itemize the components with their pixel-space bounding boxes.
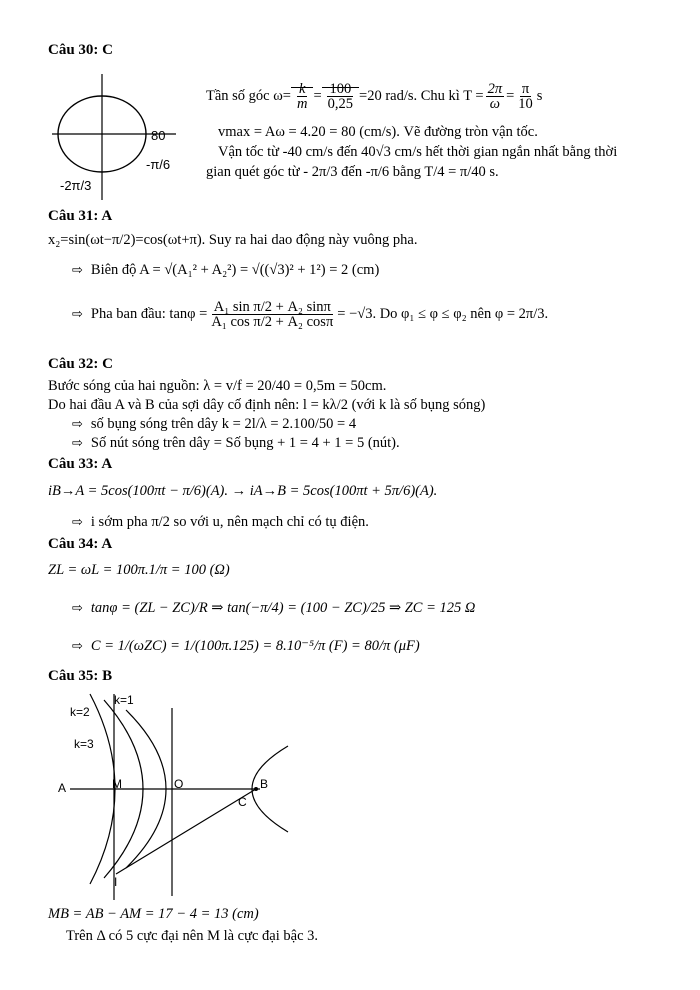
q31-phase-conclusion: = −√3. Do φ₁ ≤ φ ≤ φ₂ nên φ = — [337, 305, 516, 322]
q30-heading: Câu 30: C — [48, 42, 114, 58]
q31-heading: Câu 31: A — [48, 208, 113, 224]
q30-period-text: =20 rad/s. Chu kì T = — [359, 87, 484, 104]
q35-heading: Câu 35: B — [48, 668, 113, 684]
q32-line-3 — [72, 416, 356, 433]
q35-line-2: Trên Δ có 5 cực đại nên M là cực đại bậc 3. — [66, 928, 319, 944]
q33-line-2 — [72, 514, 369, 531]
q31-line-2 — [72, 262, 379, 279]
q31-phase-label: Pha ban đầu: tanφ = — [90, 305, 208, 322]
q34-arrow-icon: ⇨ — [72, 639, 83, 654]
q30-line-2: vmax = Aω = 4.20 = 80 (cm/s). Vẽ đường tròn vận tốc. — [218, 124, 538, 140]
q30-unit-s: s — [536, 87, 543, 104]
q35-label-i: I — [114, 875, 118, 889]
q35-label-a: A — [58, 781, 67, 795]
q33-line-2-text: i sớm pha π/2 so với u, nên mạch chỉ có tụ điện. — [90, 514, 369, 530]
q32-line-1: Bước sóng của hai nguồn: λ = v/f = 20/40 = 0,5m = 50cm. — [48, 378, 387, 394]
q30-velocity-circle-figure — [48, 72, 198, 202]
q32-line-4 — [72, 435, 400, 452]
q32-arrow-icon: ⇨ — [72, 436, 83, 451]
q31-line-2-text: Biên độ A = √(A₁² + A₂²) = √((√3)² + 1²) = 2 (cm) — [90, 262, 380, 278]
q31-phi-value: 2π/3 — [518, 305, 545, 322]
q34-line-2-text: tanφ = (ZL − ZC)/R ⇒ tan(−π/4) = (100 − ZC)/25 ⇒ ZC = 125 Ω — [90, 600, 476, 616]
q30-sqrt-100: $\frac{100}{0,25}$ — [322, 87, 359, 104]
q32-line-4-text: Số nút sóng trên dây = Số bụng + 1 = 4 + 1 = 5 (nút). — [90, 435, 400, 451]
q32-line-3-text: số bụng sóng trên dây k = 2l/λ = 2.100/50 = 4 — [90, 416, 357, 432]
q35-label-c: C — [238, 795, 247, 809]
q34-line-1: ZL = ωL = 100π.1/π = 100 (Ω) — [48, 562, 230, 578]
q31-line-1: x₂=sin(ωt−π/2)=cos(ωt+π). Suy ra hai dao động này vuông pha. — [48, 232, 418, 248]
q31-line-3: ⇨ Pha ban đầu: tanφ = $\frac{\text{A₁ sin π/2 + A₂ sinπ}}{\text{A₁ cos π/2 + A₂ cosπ}}$ = −√3. Do φ₁ ≤ φ ≤ φ₂ nên φ = 2π/3. — [72, 299, 549, 330]
q30-omega-text: Tần số góc ω= — [206, 87, 291, 104]
q35-label-b: B — [260, 777, 269, 791]
q30-label-minus-2pi-3: -2π/3 — [60, 178, 92, 193]
q35-interference-figure — [48, 688, 308, 903]
q30-sqrt-k-m: $\frac{k}{m}$ — [291, 87, 313, 104]
q30-label-minus-pi-6: -π/6 — [146, 157, 171, 172]
q35-label-k1: k=1 — [114, 693, 134, 707]
q35-label-k3: k=3 — [74, 737, 94, 751]
q35-label-o: O — [174, 777, 184, 791]
q31-arrow-icon: ⇨ — [72, 263, 83, 278]
q30-line-1: Tần số góc ω= $\frac{k}{m}$ = $\frac{100}{0,25}$ =20 rad/s. Chu kì T = $\frac{2\pi}{\omega}$ = $\frac{\pi}{10}$ s — [206, 81, 543, 112]
q31-tan-denominator: A₁ cos π/2 + A₂ cosπ — [211, 314, 334, 330]
q33-heading: Câu 33: A — [48, 456, 113, 472]
q31-tan-numerator: A₁ sin π/2 + A₂ sinπ — [213, 299, 331, 315]
q32-heading: Câu 32: C — [48, 356, 114, 372]
q31-arrow-icon: ⇨ — [72, 306, 83, 322]
q34-line-3-text: C = 1/(ωZC) = 1/(100π.125) = 8.10⁻⁵/π (F) = 80/π (μF) — [90, 638, 420, 654]
q35-label-k2: k=2 — [70, 705, 90, 719]
q34-arrow-icon: ⇨ — [72, 601, 83, 616]
q35-point-b — [254, 787, 258, 791]
q34-line-2 — [72, 600, 475, 617]
q33-arrow-icon: ⇨ — [72, 515, 83, 530]
q30-line-3: Vận tốc từ -40 cm/s đến 40√3 cm/s hết thời gian ngắn nhất bằng thời — [218, 144, 618, 160]
q32-line-2: Do hai đầu A và B của sợi dây cố định nên: l = kλ/2 (với k là số bụng sóng) — [48, 397, 486, 413]
q30-label-80: 80 — [151, 128, 166, 143]
q30-line-4: gian quét góc từ - 2π/3 đến -π/6 bằng T/4 = π/40 s. — [206, 164, 499, 180]
q35-line-1: MB = AB − AM = 17 − 4 = 13 (cm) — [48, 906, 259, 922]
q32-arrow-icon: ⇨ — [72, 417, 83, 432]
q35-line-ib — [116, 789, 256, 874]
q35-label-m: M — [112, 777, 122, 791]
q33-line-1: iB→A = 5cos(100πt − π/6)(A). → iA→B = 5cos(100πt + 5π/6)(A). — [48, 483, 438, 499]
q34-line-3 — [72, 638, 420, 655]
q34-heading: Câu 34: A — [48, 536, 113, 552]
